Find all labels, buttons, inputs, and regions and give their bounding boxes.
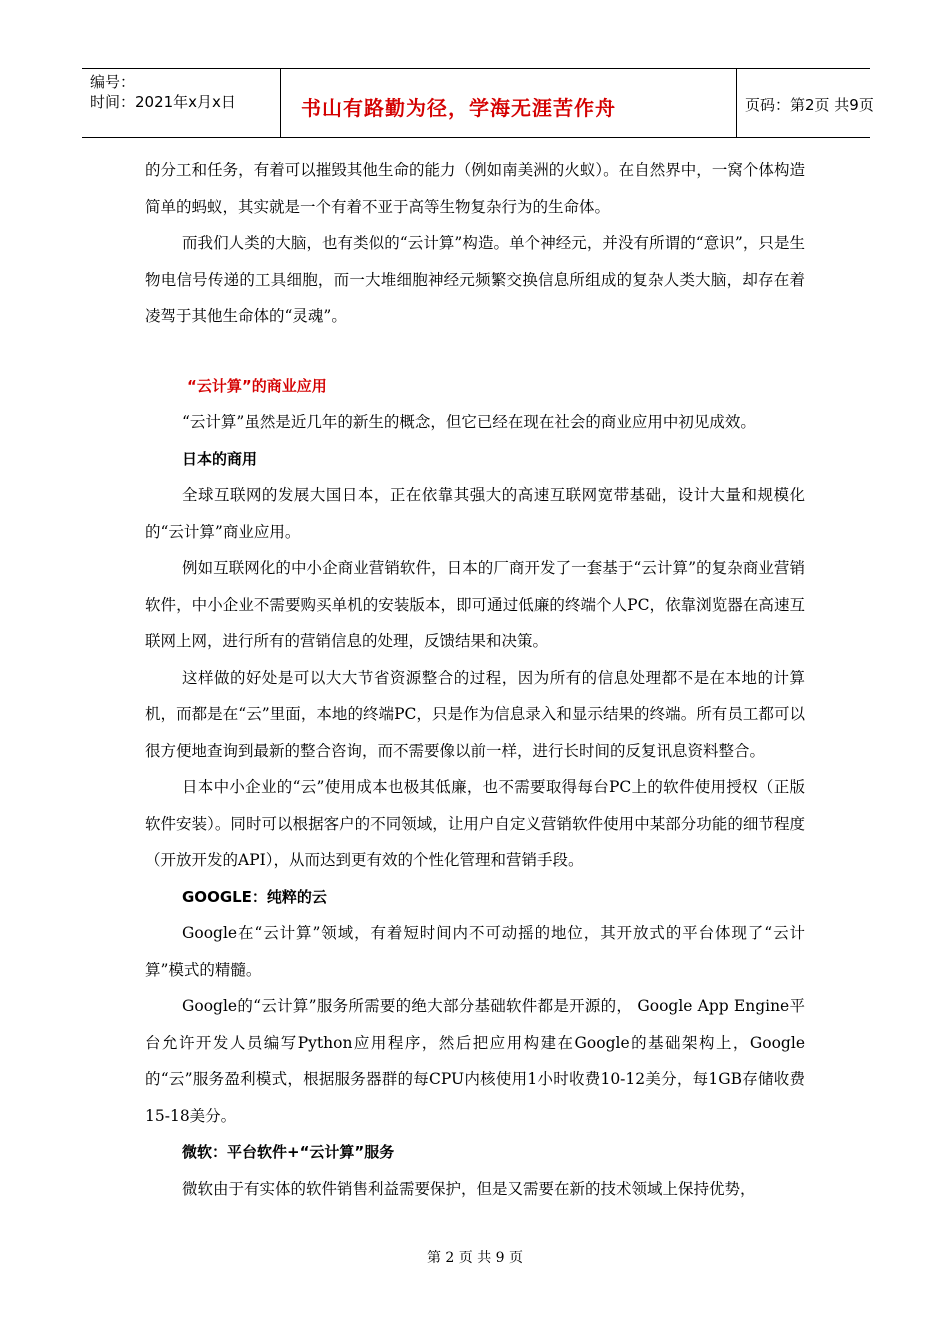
document-date-label: 时间：2021年x月x日: [90, 93, 236, 111]
page-footer: 第 2 页 共 9 页: [426, 1250, 524, 1266]
section-heading: “云计算”的商业应用: [187, 376, 327, 395]
paragraph: 日本中小企业的“云”使用成本也极其低廉，也不需要取得每台PC上的软件使用授权（正版软件安装）。同时可以根据客户的不同领域，让用户自定义营销软件使用中某部分功能的细节程度（开放开发的API），从而达到更有效的个性化管理和营销手段。: [145, 778, 805, 869]
paragraph: 例如互联网化的中小企商业营销软件，日本的厂商开发了一套基于“云计算”的复杂商业营销软件，中小企业不需要购买单机的安装版本，即可通过低廉的终端个人PC，依靠浏览器在高速互联网上网，进行所有的营销信息的处理，反馈结果和决策。: [145, 559, 805, 650]
subheading-google: GOOGLE：纯粹的云: [182, 887, 327, 906]
paragraph: 而我们人类的大脑，也有类似的“云计算”构造。单个神经元，并没有所谓的“意识”，只是生物电信号传递的工具细胞，而一大堆细胞神经元频繁交换信息所组成的复杂人类大脑，却存在着凌驾于其他生命体的“灵魂”。: [145, 234, 805, 325]
paragraph: “云计算”虽然是近几年的新生的概念，但它已经在现在社会的商业应用中初见成效。: [182, 413, 756, 431]
header-motto-cell: [281, 69, 737, 137]
document-body: [145, 152, 805, 1207]
subheading-microsoft: 微软：平台软件+“云计算”服务: [182, 1143, 395, 1161]
document-number-label: 编号：: [90, 73, 136, 91]
paragraph: 的分工和任务，有着可以摧毁其他生命的能力（例如南美洲的火蚁）。在自然界中，一窝个体构造简单的蚂蚁，其实就是一个有着不亚于高等生物复杂行为的生命体。: [145, 161, 805, 216]
paragraph: Google的“云计算”服务所需要的绝大部分基础软件都是开源的， Google App Engine平台允许开发人员编写Python应用程序，然后把应用构建在Google的基础架构上，Google的“云”服务盈利模式，根据服务器群的每CPU内核使用1小时收费10-12美分，每1GB存储收费15-18美分。: [145, 997, 805, 1125]
header-page-number: 页码：第2页 共9页: [745, 96, 874, 114]
header-info-cell: [82, 69, 281, 137]
paragraph: Google在“云计算”领域，有着短时间内不可动摇的地位，其开放式的平台体现了“云计算”模式的精髓。: [145, 924, 805, 979]
header-motto: 书山有路勤为径，学海无涯苦作舟: [301, 96, 616, 120]
subheading-japan: 日本的商用: [182, 449, 258, 468]
paragraph: 全球互联网的发展大国日本，正在依靠其强大的高速互联网宽带基础，设计大量和规模化的“云计算”商业应用。: [145, 486, 805, 541]
header-table: [82, 68, 874, 138]
paragraph: 这样做的好处是可以大大节省资源整合的过程，因为所有的信息处理都不是在本地的计算机，而都是在“云”里面，本地的终端PC，只是作为信息录入和显示结果的终端。所有员工都可以很方便地查询到最新的整合咨询，而不需要像以前一样，进行长时间的反复讯息资料整合。: [145, 668, 805, 760]
paragraph: 微软由于有实体的软件销售利益需要保护，但是又需要在新的技术领域上保持优势，: [182, 1179, 756, 1198]
header-page-cell: [737, 69, 874, 137]
